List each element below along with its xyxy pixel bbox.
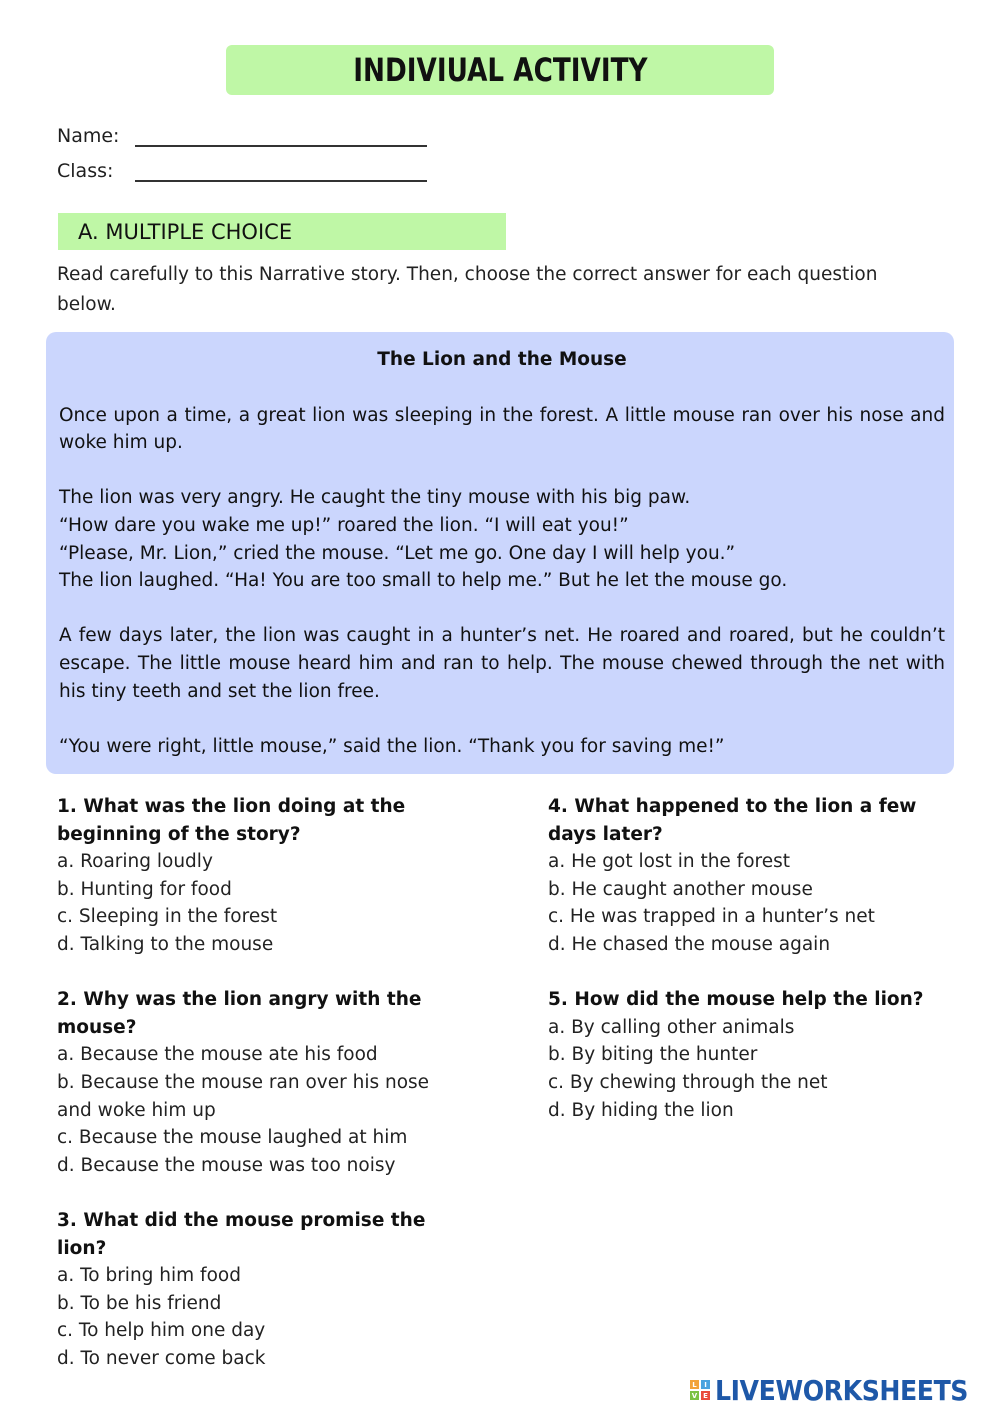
- answer-option[interactable]: b. He caught another mouse: [548, 878, 813, 900]
- liveworksheets-logo: [690, 1373, 996, 1407]
- answer-option[interactable]: a. Roaring loudly: [57, 851, 213, 873]
- page-title: INDIVIUAL ACTIVITY: [352, 51, 648, 89]
- story-paragraph-3: A few days later, the lion was caught in a hunter’s net. He roared and roared, but he couldn’t escape. The little mouse heard him and ran to help. The mouse chewed through the net with his tiny teeth and set the lion free.: [59, 625, 945, 702]
- answer-option[interactable]: a. Because the mouse ate his food: [57, 1044, 378, 1066]
- answer-option[interactable]: c. Because the mouse laughed at him: [57, 1127, 408, 1149]
- logo-text: LIVEWORKSHEETS: [715, 1373, 969, 1407]
- question-2: [57, 986, 457, 1179]
- question-4: [548, 793, 968, 959]
- story-line: “Please, Mr. Lion,” cried the mouse. “Let me go. One day I will help you.”: [59, 542, 736, 564]
- logo-cell: E: [701, 1391, 710, 1400]
- answer-option[interactable]: b. To be his friend: [57, 1292, 222, 1314]
- answer-option[interactable]: c. Sleeping in the forest: [57, 906, 278, 928]
- questions-left-column: [57, 793, 457, 1400]
- logo-cell: L: [690, 1380, 699, 1389]
- answer-option[interactable]: d. By hiding the lion: [548, 1099, 734, 1121]
- answer-option[interactable]: a. By calling other animals: [548, 1016, 795, 1038]
- answer-option[interactable]: d. To never come back: [57, 1347, 266, 1369]
- story-line: “How dare you wake me up!” roared the lion. “I will eat you!”: [59, 514, 629, 536]
- answer-option[interactable]: d. Talking to the mouse: [57, 933, 274, 955]
- answer-option[interactable]: c. By chewing through the net: [548, 1071, 828, 1093]
- answer-option[interactable]: b. Hunting for food: [57, 878, 232, 900]
- answer-option[interactable]: d. Because the mouse was too noisy: [57, 1154, 396, 1176]
- name-label: Name:: [57, 125, 120, 147]
- instructions-text: Read carefully to this Narrative story. Then, choose the correct answer for each question below.: [57, 264, 878, 315]
- answer-option[interactable]: c. To help him one day: [57, 1320, 266, 1342]
- answer-option[interactable]: b. Because the mouse ran over his nose and woke him up: [57, 1071, 430, 1121]
- answer-option[interactable]: a. He got lost in the forest: [548, 851, 790, 873]
- story-line: The lion laughed. “Ha! You are too small to help me.” But he let the mouse go.: [59, 570, 788, 592]
- name-field[interactable]: [135, 127, 427, 147]
- section-header: [58, 213, 506, 250]
- answer-option[interactable]: c. He was trapped in a hunter’s net: [548, 906, 875, 928]
- story-line: The lion was very angry. He caught the tiny mouse with his big paw.: [59, 487, 691, 509]
- story-paragraph-4: “You were right, little mouse,” said the lion. “Thank you for saving me!”: [59, 735, 725, 757]
- answer-option[interactable]: a. To bring him food: [57, 1265, 241, 1287]
- story-paragraph-2: [59, 484, 945, 594]
- logo-icon: [690, 1380, 710, 1400]
- question-text: 5. How did the mouse help the lion?: [548, 989, 924, 1011]
- question-text: 1. What was the lion doing at the beginning of the story?: [57, 796, 406, 845]
- question-text: 4. What happened to the lion a few days later?: [548, 796, 917, 845]
- story-title: The Lion and the Mouse: [377, 349, 627, 370]
- class-field[interactable]: [135, 162, 427, 182]
- logo-cell: V: [691, 1391, 698, 1400]
- story-paragraph-1: Once upon a time, a great lion was sleeping in the forest. A little mouse ran over his nose and woke him up.: [59, 404, 945, 454]
- answer-option[interactable]: b. By biting the hunter: [548, 1044, 758, 1066]
- question-text: 2. Why was the lion angry with the mouse?: [57, 989, 422, 1038]
- questions-right-column: [548, 793, 968, 1152]
- logo-cell: I: [701, 1380, 710, 1389]
- question-3: [57, 1207, 457, 1373]
- section-title: A. MULTIPLE CHOICE: [78, 219, 293, 244]
- question-5: [548, 986, 968, 1124]
- class-label: Class:: [57, 160, 114, 182]
- story-box: [46, 332, 954, 774]
- title-banner: [226, 45, 774, 95]
- question-1: [57, 793, 457, 959]
- name-field-row: [57, 125, 427, 147]
- question-text: 3. What did the mouse promise the lion?: [57, 1209, 426, 1259]
- class-field-row: [57, 160, 427, 182]
- answer-option[interactable]: d. He chased the mouse again: [548, 933, 831, 955]
